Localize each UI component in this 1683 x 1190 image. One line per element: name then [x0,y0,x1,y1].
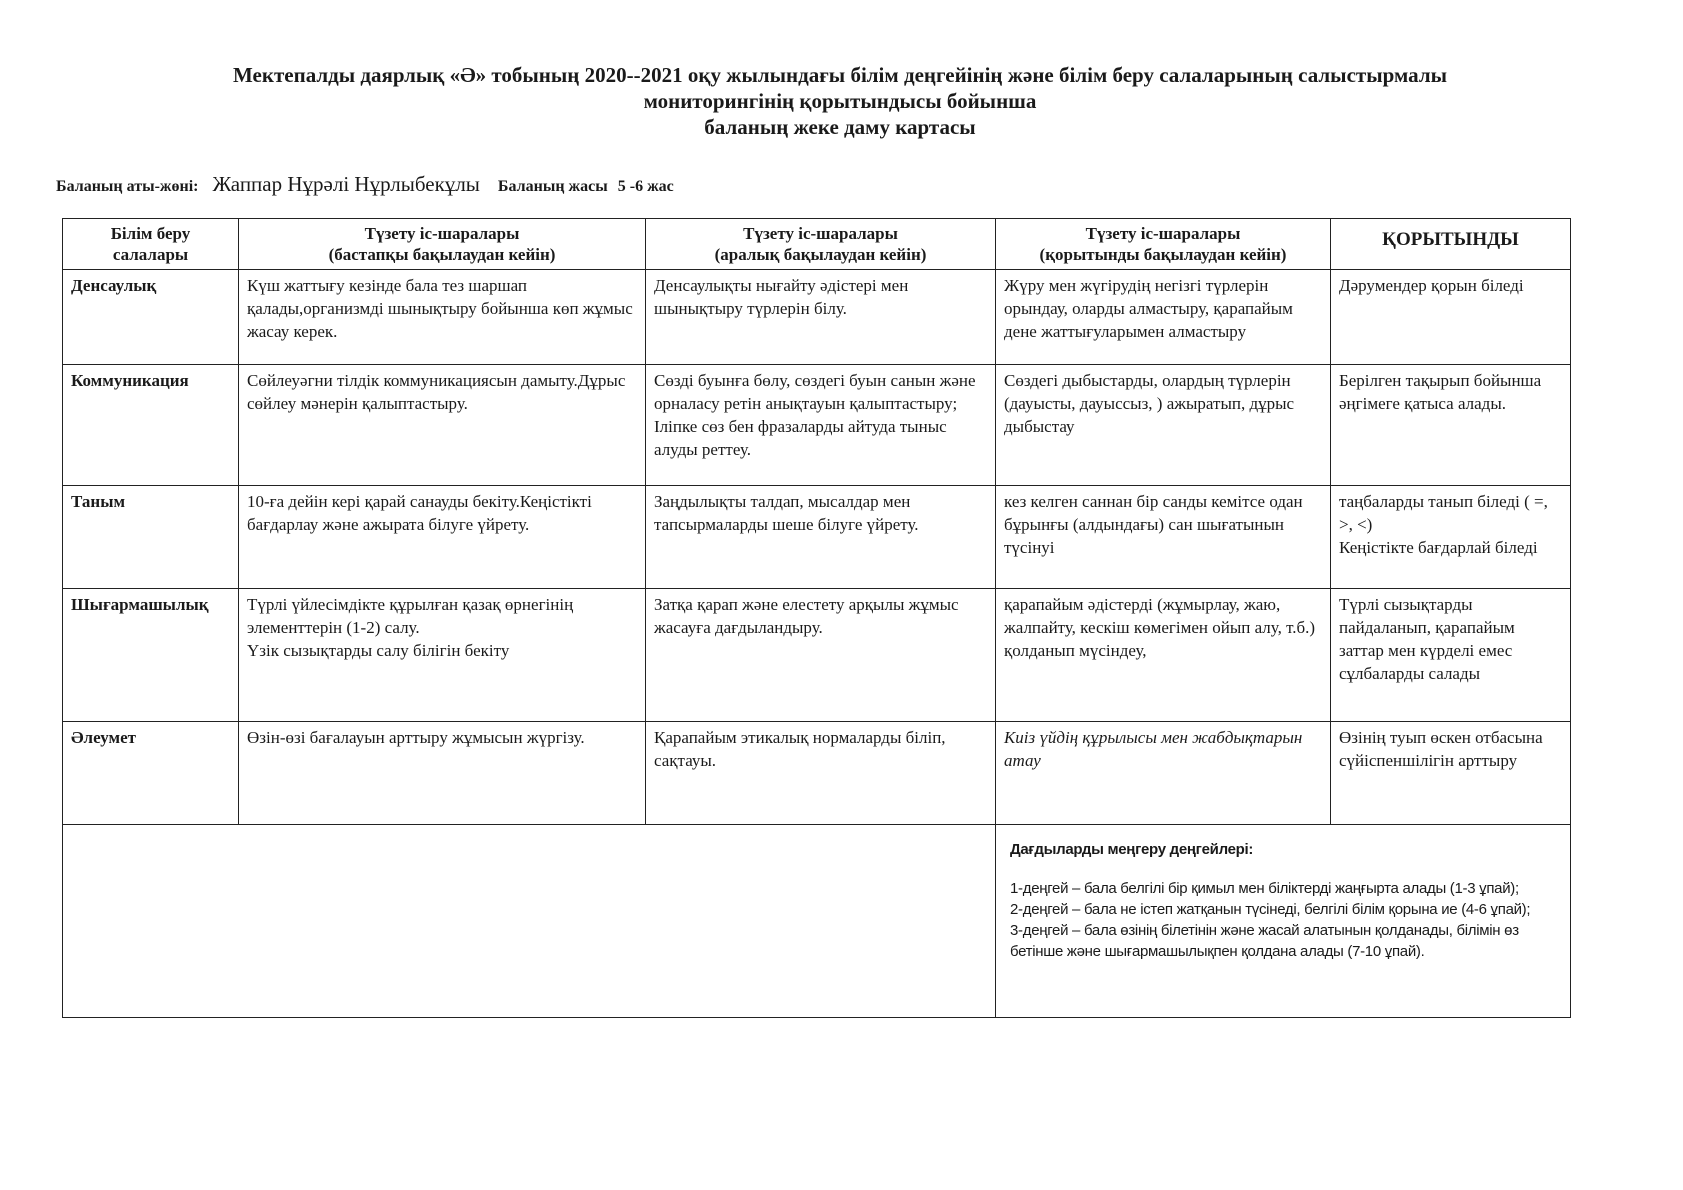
table-row [63,722,1571,825]
interim-cell: Қарапайым этикалық нормаларды біліп, сақтауы. [646,722,996,825]
area-cell: Әлеумет [63,722,239,825]
child-age-label: Баланың жасы [497,178,608,195]
interim-cell: Затқа қарап және елестету арқылы жұмыс жасауға дағдыландыру. [646,589,996,722]
development-map-table [62,218,1571,1018]
area-cell: Денсаулық [63,270,239,365]
skill-level-2: 2-деңгей – бала не істеп жатқанын түсінеді, белгілі білім қорына ие (4-6 ұпай); [1010,901,1531,918]
empty-footer-cell [63,825,996,1018]
final-cell: кез келген саннан бір санды кемітсе одан бұрынғы (алдындағы) сан шығатынын түсінуі [996,486,1331,589]
result-cell: таңбаларды танып біледі ( =, >, <) Кеңістікте бағдарлай біледі [1331,486,1571,589]
final-cell: Жүру мен жүгірудің негізгі түрлерін орындау, оларды алмастыру, қарапайым дене жаттығуларымен алмастыру [996,270,1331,365]
header-result: ҚОРЫТЫНДЫ [1331,219,1571,270]
child-name-label: Баланың аты-жөні: [56,178,199,195]
table-row [63,486,1571,589]
interim-cell: Заңдылықты талдап, мысалдар мен тапсырмаларды шеше білуге үйрету. [646,486,996,589]
table-header-row [63,219,1571,270]
footer-row [63,825,1571,1018]
area-cell: Шығармашылық [63,589,239,722]
document-title [80,62,1600,140]
interim-cell: Сөзді буынға бөлу, сөздегі буын санын және орналасу ретін анықтауын қалыптастыру; Іліпке сөз бен фразаларды айтуда тыныс алуды реттеу. [646,365,996,486]
initial-cell: Сөйлеуәгни тілдік коммуникациясын дамыту.Дұрыс сөйлеу мәнерін қалыптастыру. [239,365,646,486]
area-cell: Коммуникация [63,365,239,486]
title-line-3: баланың жеке даму картасы [704,115,976,139]
skill-levels-title: Дағдыларды меңгеру деңгейлері: [1010,841,1254,858]
header-interim: Түзету іс-шаралары (аралық бақылаудан кейін) [646,219,996,270]
child-name-value: Жаппар Нұрәлі Нұрлыбекұлы [212,172,480,196]
result-cell: Түрлі сызықтарды пайдаланып, қарапайым заттар мен күрделі емес сұлбаларды салады [1331,589,1571,722]
final-cell: Сөздегі дыбыстарды, олардың түрлерін (дауысты, дауыссыз, ) ажыратып, дұрыс дыбыстау [996,365,1331,486]
interim-cell: Денсаулықты нығайту әдістері мен шынықтыру түрлерін білу. [646,270,996,365]
result-cell: Өзінің туып өскен отбасына сүйіспеншілігін арттыру [1331,722,1571,825]
child-info [56,172,674,197]
skill-level-1: 1-деңгей – бала белгілі бір қимыл мен біліктерді жаңғырта алады (1-3 ұпай); [1010,880,1519,897]
child-age-value: 5 -6 жас [617,178,674,195]
table-row [63,270,1571,365]
header-areas: Білім беру салалары [63,219,239,270]
final-cell: Киіз үйдің құрылысы мен жабдықтарын атау [996,722,1331,825]
title-line-1: Мектепалды даярлық «Ә» тобының 2020--2021 оқу жылындағы білім деңгейінің және білім беру салаларының салыстырмалы [233,63,1447,87]
result-cell: Берілген тақырып бойынша әңгімеге қатыса алады. [1331,365,1571,486]
table-row [63,365,1571,486]
initial-cell: Өзін-өзі бағалауын арттыру жұмысын жүргізу. [239,722,646,825]
title-line-2: мониторингінің қорытындысы бойынша [643,89,1037,113]
initial-cell: Түрлі үйлесімдікте құрылған қазақ өрнегінің элементтерін (1-2) салу. Үзік сызықтарды салу білігін бекіту [239,589,646,722]
initial-cell: 10-ға дейін кері қарай санауды бекіту.Кеңістікті бағдарлау және ажырата білуге үйрету. [239,486,646,589]
final-cell: қарапайым әдістерді (жұмырлау, жаю, жалпайту, кескіш көмегімен ойып алу, т.б.) қолданып мүсіндеу, [996,589,1331,722]
skill-level-3: 3-деңгей – бала өзінің білетінін және жасай алатынын қолданады, білімін өз бетінше және шығармашылықпен қолдана алады (7-10 ұпай). [1010,922,1519,960]
table-row [63,589,1571,722]
area-cell: Таным [63,486,239,589]
header-initial: Түзету іс-шаралары (бастапқы бақылаудан кейін) [239,219,646,270]
header-final: Түзету іс-шаралары (қорытынды бақылаудан кейін) [996,219,1331,270]
result-cell: Дәрумендер қорын біледі [1331,270,1571,365]
initial-cell: Күш жаттығу кезінде бала тез шаршап қалады,организмді шынықтыру бойынша көп жұмыс жасау керек. [239,270,646,365]
skill-levels-cell [996,825,1571,1018]
